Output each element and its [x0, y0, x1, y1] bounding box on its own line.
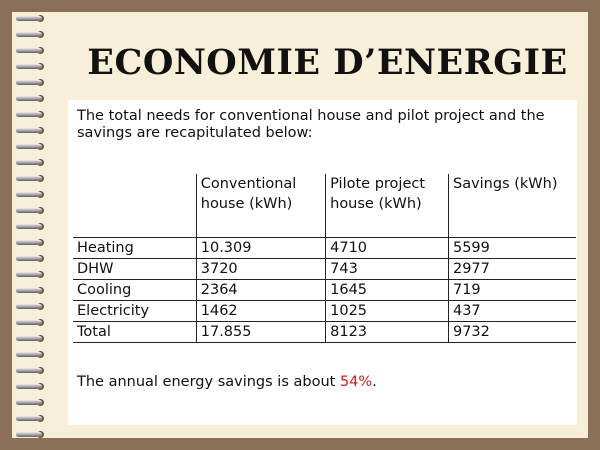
energy-savings-table [73, 174, 576, 343]
spiral-ring [16, 238, 46, 247]
table-header-row [73, 174, 576, 238]
table-row [73, 301, 576, 322]
spiral-ring [16, 30, 46, 39]
binding-wire [16, 432, 42, 437]
binding-wire [16, 256, 42, 261]
spiral-ring [16, 350, 46, 359]
table-row [73, 280, 576, 301]
row-label: Cooling [73, 280, 196, 301]
summary-end: . [372, 374, 377, 390]
spiral-ring [16, 414, 46, 423]
binding-wire [16, 64, 42, 69]
pilot-value: 1645 [326, 280, 449, 301]
binding-wire [16, 176, 42, 181]
table-row [73, 238, 576, 259]
conventional-value: 3720 [196, 259, 325, 280]
conventional-value: 1462 [196, 301, 325, 322]
row-label: Total [73, 322, 196, 343]
binding-wire [16, 352, 42, 357]
spiral-ring [16, 62, 46, 71]
content-panel [68, 100, 577, 425]
pilot-value: 1025 [326, 301, 449, 322]
spiral-ring [16, 78, 46, 87]
spiral-ring [16, 382, 46, 391]
binding-wire [16, 288, 42, 293]
binding-wire [16, 368, 42, 373]
conventional-value: 10.309 [196, 238, 325, 259]
row-label: Heating [73, 238, 196, 259]
binding-wire [16, 336, 42, 341]
binding-wire [16, 80, 42, 85]
row-label: DHW [73, 259, 196, 280]
binding-wire [16, 32, 42, 37]
spiral-ring [16, 270, 46, 279]
spiral-ring [16, 190, 46, 199]
binding-wire [16, 400, 42, 405]
spiral-ring [16, 398, 46, 407]
spiral-ring [16, 46, 46, 55]
spiral-ring [16, 222, 46, 231]
spiral-ring [16, 286, 46, 295]
spiral-ring [16, 110, 46, 119]
binding-wire [16, 304, 42, 309]
header-cell-conventional: Conventional house (kWh) [196, 174, 325, 238]
savings-value: 2977 [448, 259, 576, 280]
binding-wire [16, 224, 42, 229]
spiral-ring [16, 94, 46, 103]
binding-wire [16, 240, 42, 245]
row-label: Electricity [73, 301, 196, 322]
spiral-binding [0, 0, 52, 450]
spiral-ring [16, 318, 46, 327]
binding-wire [16, 128, 42, 133]
intro-text: The total needs for conventional house and pilot project and the savings are recapitulated below: [77, 108, 545, 141]
binding-wire [16, 144, 42, 149]
spiral-ring [16, 366, 46, 375]
header-cell-category [73, 174, 196, 238]
binding-wire [16, 16, 42, 21]
summary-text [77, 374, 377, 390]
spiral-ring [16, 334, 46, 343]
spiral-ring [16, 14, 46, 23]
savings-percent: 54% [339, 374, 373, 390]
spiral-ring [16, 126, 46, 135]
savings-value: 437 [448, 301, 576, 322]
binding-wire [16, 192, 42, 197]
pilot-value: 8123 [326, 322, 449, 343]
savings-value: 9732 [448, 322, 576, 343]
table-row [73, 322, 576, 343]
binding-wire [16, 96, 42, 101]
binding-wire [16, 48, 42, 53]
spiral-ring [16, 430, 46, 439]
conventional-value: 17.855 [196, 322, 325, 343]
spiral-ring [16, 142, 46, 151]
pilot-value: 743 [326, 259, 449, 280]
spiral-ring [16, 206, 46, 215]
binding-wire [16, 384, 42, 389]
binding-wire [16, 160, 42, 165]
header-cell-pilot: Pilote project house (kWh) [326, 174, 449, 238]
spiral-ring [16, 158, 46, 167]
binding-wire [16, 112, 42, 117]
savings-value: 5599 [448, 238, 576, 259]
binding-wire [16, 272, 42, 277]
conventional-value: 2364 [196, 280, 325, 301]
table-row [73, 259, 576, 280]
spiral-ring [16, 254, 46, 263]
pilot-value: 4710 [326, 238, 449, 259]
spiral-ring [16, 302, 46, 311]
binding-wire [16, 320, 42, 325]
slide-title: ECONOMIE D’ENERGIE [87, 42, 568, 83]
header-cell-savings: Savings (kWh) [448, 174, 576, 238]
binding-wire [16, 208, 42, 213]
spiral-ring [16, 174, 46, 183]
binding-wire [16, 416, 42, 421]
summary-lead: The annual energy savings is about [77, 374, 340, 390]
savings-value: 719 [448, 280, 576, 301]
